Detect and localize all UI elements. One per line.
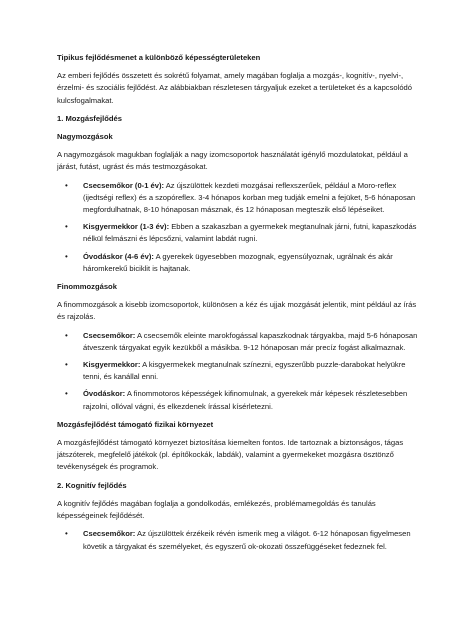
list-item-text: A finommotoros képességek kifinomulnak, a gyerekek már képesek részletesebben rajzolni, ollóval vágni, és elkezdenek írással kísérletezni. (83, 389, 408, 411)
document-title: Tipikus fejlődésmenet a különböző képességterületeken (57, 53, 261, 62)
cognitive-paragraph: A kognitív fejlődés magában foglalja a gondolkodás, emlékezés, problémamegoldás és tanulás képességeinek fejlődését. (57, 498, 376, 521)
bullet-icon: • (65, 222, 68, 232)
list-item-text: A csecsemők eleinte marokfogással kapaszkodnak tárgyakba, majd 5-6 hónaposan átveszenk tárgyakat egyik kezükből a másikba. 9-12 hónaposan már precíz fogást alkalmaznak. (83, 330, 418, 352)
section-heading-motor: 1. Mozgásfejlődés (57, 113, 122, 123)
fine-motor-paragraph: A finommozgások a kisebb izomcsoportok, különösen a kéz és ujjak mozgását jelentik, mint például az írás és rajzolás. (57, 300, 417, 322)
section-heading-cognitive: 2. Kognitív fejlődés (57, 480, 127, 490)
subheading-fine-motor: Finommozgások (57, 282, 117, 292)
list-item (57, 180, 424, 217)
bullet-icon: • (65, 389, 68, 399)
subheading-environment: Mozgásfejlődést támogató fizikai környezet (57, 419, 214, 429)
gross-motor-paragraph: A nagymozgások magukban foglalják a nagy izomcsoportok használatát igénylő mozdulatokat, például a járást, futást, ugrást és más testmozgásokat. (57, 150, 408, 172)
list-item-label: Kisgyermekkor (1-3 év): (83, 222, 170, 232)
list-item-label: Csecsemőkor (0-1 év): (83, 180, 165, 190)
list-item-label: Kisgyermekkor: (83, 360, 141, 370)
cognitive-list (57, 528, 424, 552)
list-item (57, 221, 424, 245)
bullet-icon: • (65, 360, 68, 370)
list-item-text: Ebben a szakaszban a gyermekek megtanulnak járni, futni, kapaszkodás nélkül felmászni és lépcsőzni, valamint labdát rugni. (83, 222, 417, 244)
list-item-label: Csecsemőkor: (83, 330, 136, 340)
list-item (57, 359, 424, 383)
fine-motor-list (57, 330, 424, 413)
bullet-icon: • (65, 251, 68, 261)
list-item-text: Az újszülöttek érzékeik révén ismerik meg a világot. 6-12 hónaposan figyelmesen követik a tárgyakat és személyeket, és egyszerű ok-okozati összefüggéseket fedeznek fel. (83, 529, 411, 551)
list-item (57, 388, 424, 412)
bullet-icon: • (65, 330, 68, 340)
subheading-gross-motor: Nagymozgások (57, 132, 113, 142)
list-item (57, 330, 424, 354)
intro-paragraph: Az emberi fejlődés összetett és sokrétű folyamat, amely magában foglalja a mozgás-, kognitív-, nyelvi-, érzelmi- és szociális fejlődést. Az alábbiakban részletesen tárgyaljuk ezeket a területeket és a kapcsolódó kulcsfogalmakat. (57, 71, 412, 105)
bullet-icon: • (65, 180, 68, 190)
bullet-icon: • (65, 529, 68, 539)
list-item-label: Óvodáskor: (83, 389, 126, 399)
list-item-text: Az újszülöttek kezdeti mozgásai reflexszerűek, például a Moro-reflex (ijedtségi reflex) és a szopóreflex. 3-4 hónapos korban meg tudják emelni a fejüket, 5-6 hónaposan megfordulhatnak, 8-10 hónaposan másznak, és 12 hónaposan megteszik első lépéseiket. (83, 180, 416, 215)
list-item-text: A kisgyermekek megtanulnak színezni, egyszerűbb puzzle-darabokat helyükre tenni, és kanállal enni. (83, 360, 406, 382)
environment-paragraph: A mozgásfejlődést támogató környezet biztosítása kiemelten fontos. Ide tartoznak a biztonságos, tágas játszóterek, megfelelő játékok (pl. építőkockák, labdák), valamint a gyermekeket mozgásra ösztönző tevékenységek és programok. (57, 438, 404, 472)
list-item (57, 251, 424, 275)
gross-motor-list (57, 180, 424, 275)
list-item-text: A gyerekek ügyesebben mozognak, egyensúlyoznak, ugrálnak és akár háromkerekű biciklit is hajtanak. (83, 251, 393, 273)
list-item-label: Csecsemőkor: (83, 529, 136, 539)
list-item (57, 528, 424, 552)
list-item-label: Óvodáskor (4-6 év): (83, 251, 154, 261)
